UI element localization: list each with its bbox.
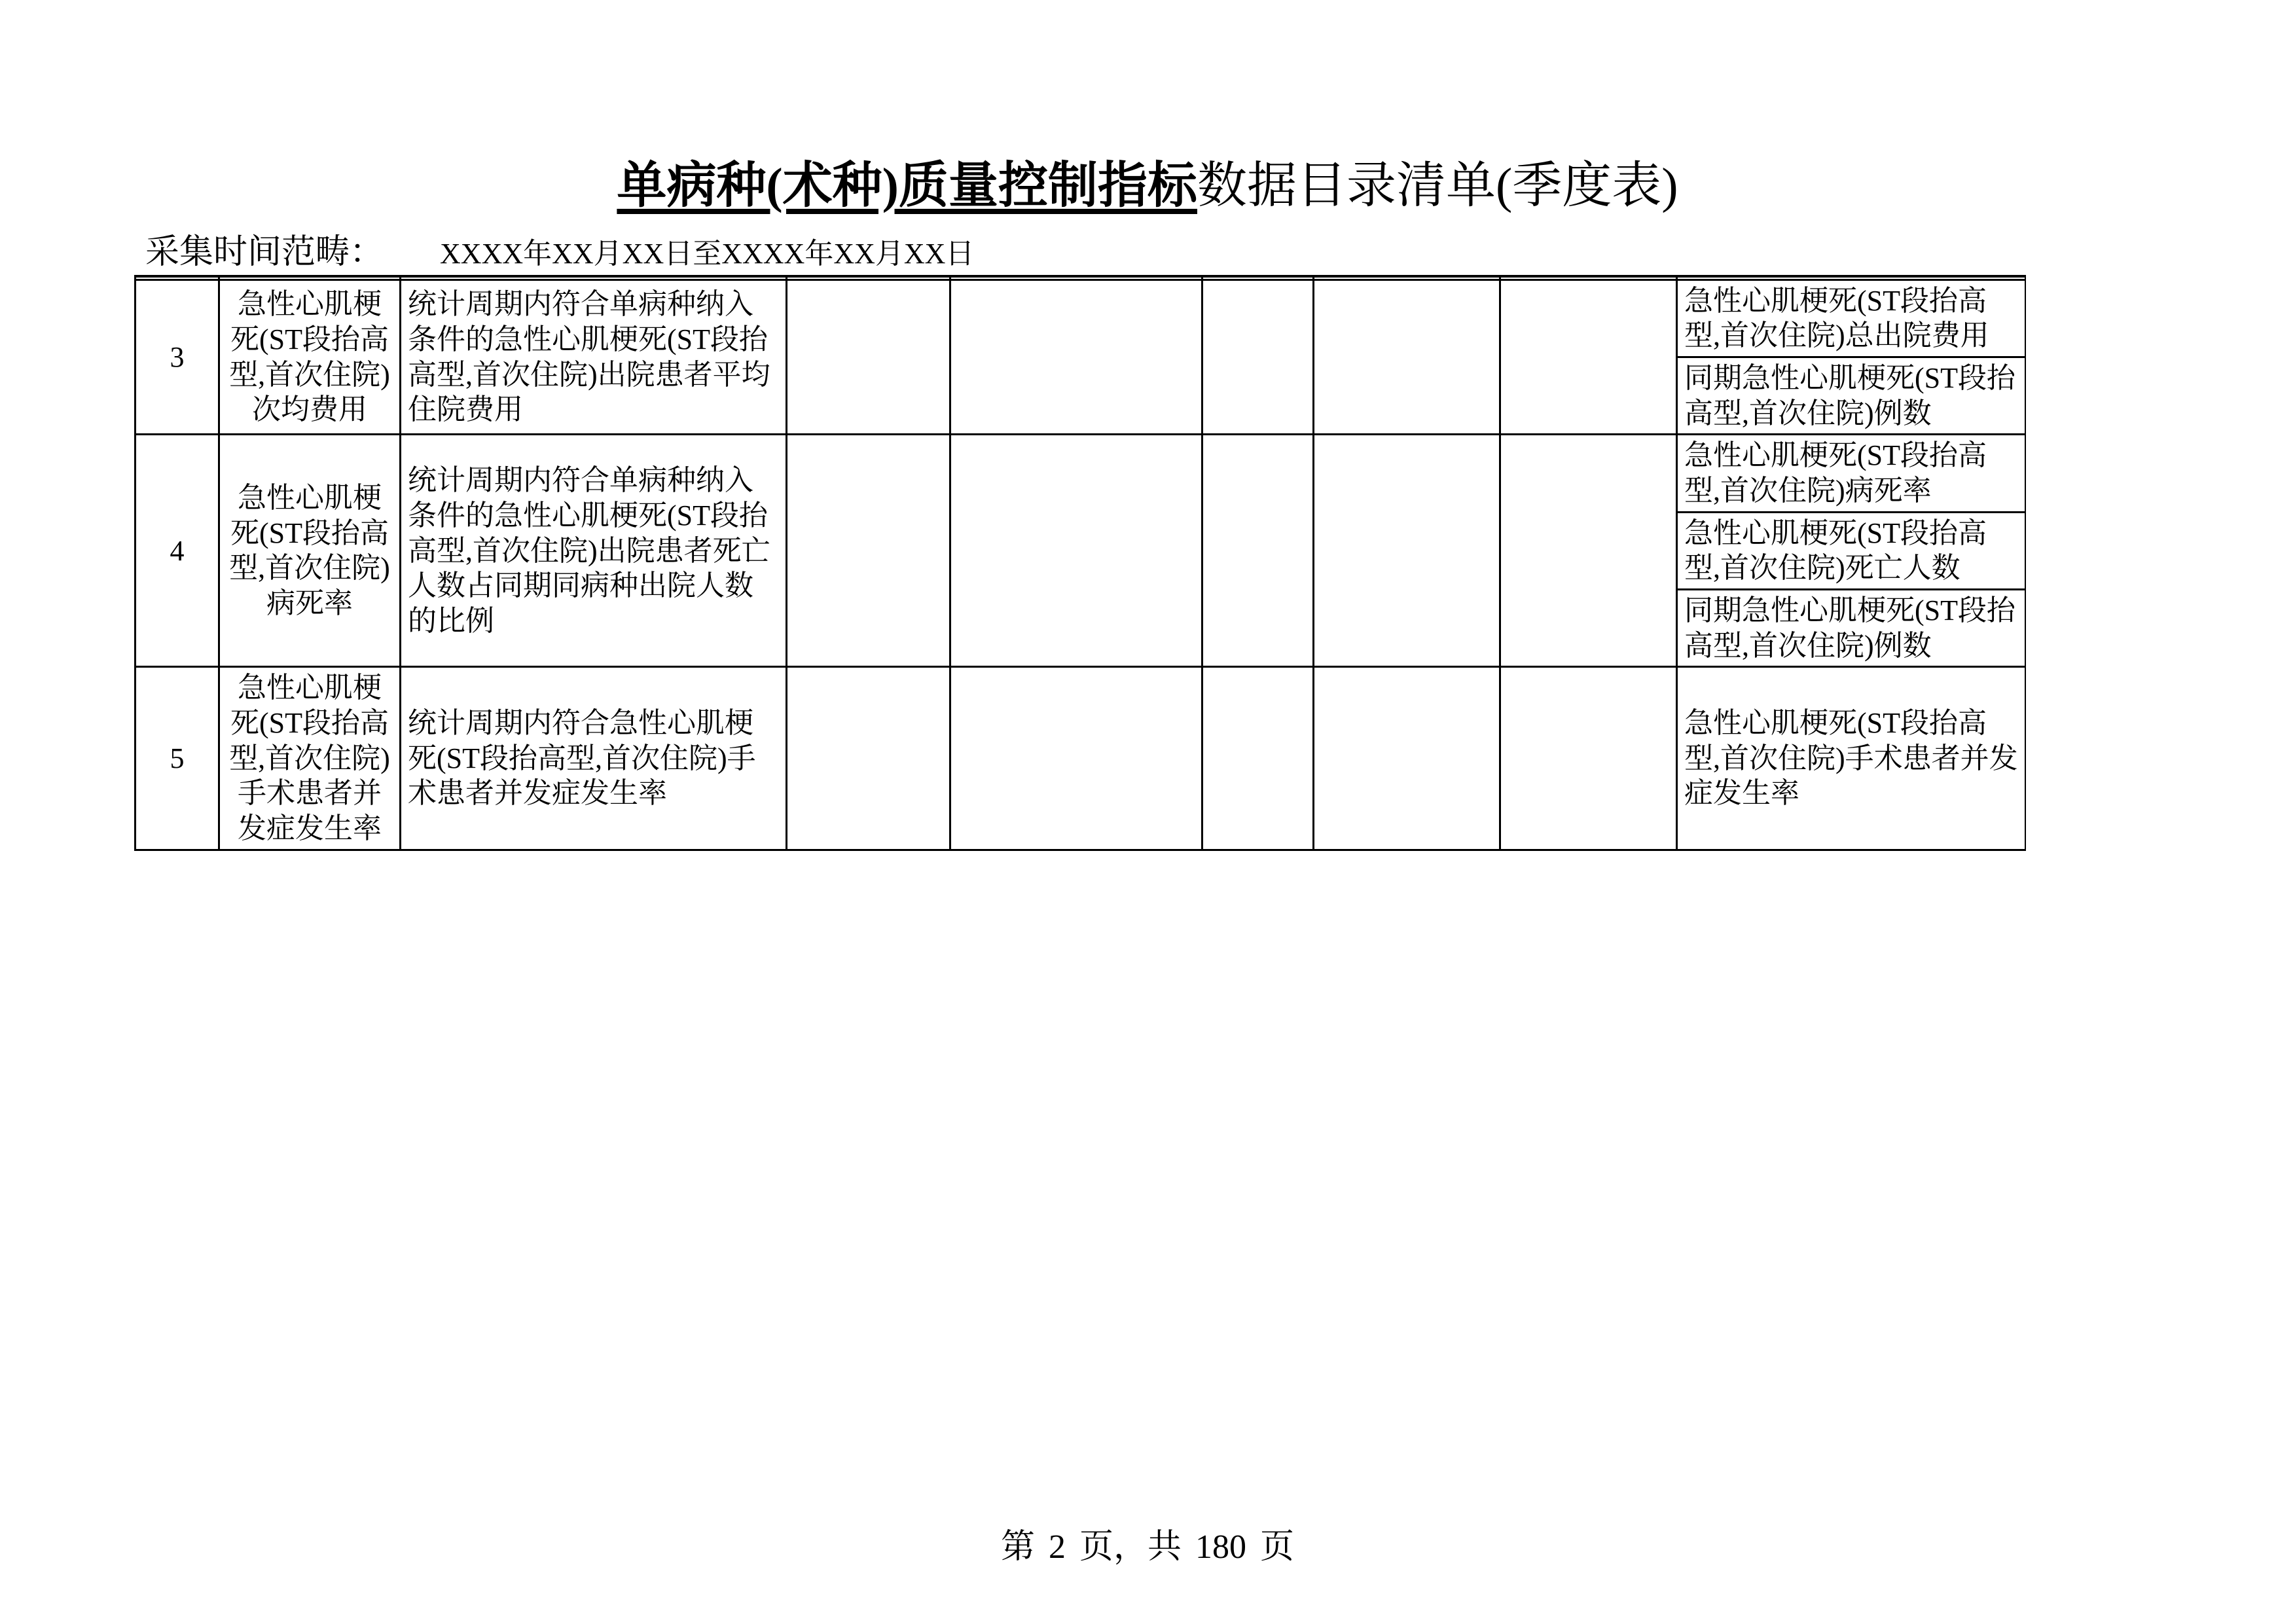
row-data-2 [1202, 280, 1314, 435]
row-data-2 [1202, 435, 1314, 667]
row-seq: 4 [136, 435, 219, 667]
collection-period [145, 224, 1847, 273]
row-data-1 [950, 667, 1202, 850]
row-data-1 [950, 280, 1202, 435]
row-responsible-dept [1314, 667, 1500, 850]
row-collection-method [787, 280, 950, 435]
row-responsible-dept [1314, 435, 1500, 667]
page-title-suffix: 数据目录清单(季度表) [1197, 158, 1678, 213]
row-data-1 [950, 435, 1202, 667]
row-seq: 5 [136, 667, 219, 850]
row-data-source [1500, 280, 1677, 435]
row-data-2 [1202, 667, 1314, 850]
row-definition: 统计周期内符合单病种纳入条件的急性心肌梗死(ST段抬高型,首次住院)出院患者死亡人数占同期同病种出院人数的比例 [401, 435, 787, 667]
footer-page-number: 2 [1048, 1528, 1066, 1566]
footer-suffix: 页 [1260, 1528, 1295, 1566]
row-indicator-name: 急性心肌梗死(ST段抬高型,首次住院)病死率 [219, 435, 401, 667]
table-row [136, 435, 2026, 512]
page-footer [0, 1519, 2295, 1568]
row-collection-method [787, 435, 950, 667]
indicator-table [134, 275, 2026, 851]
footer-prefix: 第 [1000, 1528, 1035, 1566]
row-metric-element: 急性心肌梗死(ST段抬高型,首次住院)总出院费用 [1677, 280, 2026, 357]
collection-period-value: XXXX年XX月XX日至XXXX年XX月XX日 [440, 238, 975, 270]
row-metric-element: 急性心肌梗死(ST段抬高型,首次住院)死亡人数 [1677, 512, 2026, 589]
footer-total-pages: 180 [1195, 1528, 1246, 1566]
indicator-table-container [134, 275, 2026, 1331]
row-data-source [1500, 667, 1677, 850]
table-top-border [134, 275, 2026, 278]
row-definition: 统计周期内符合急性心肌梗死(ST段抬高型,首次住院)手术患者并发症发生率 [401, 667, 787, 850]
row-responsible-dept [1314, 280, 1500, 435]
row-indicator-name: 急性心肌梗死(ST段抬高型,首次住院)次均费用 [219, 280, 401, 435]
row-metric-element: 同期急性心肌梗死(ST段抬高型,首次住院)例数 [1677, 590, 2026, 667]
table-row [136, 280, 2026, 357]
row-metric-element: 同期急性心肌梗死(ST段抬高型,首次住院)例数 [1677, 357, 2026, 435]
row-metric-element: 急性心肌梗死(ST段抬高型,首次住院)病死率 [1677, 435, 2026, 512]
collection-period-label: 采集时间范畴： [145, 234, 384, 271]
row-metric-element: 急性心肌梗死(ST段抬高型,首次住院)手术患者并发症发生率 [1677, 667, 2026, 850]
row-collection-method [787, 667, 950, 850]
table-row [136, 667, 2026, 850]
page-title [0, 145, 2295, 217]
row-indicator-name: 急性心肌梗死(ST段抬高型,首次住院)手术患者并发症发生率 [219, 667, 401, 850]
page-title-emphasis: 单病种(术种)质量控制指标 [617, 158, 1197, 213]
row-data-source [1500, 435, 1677, 667]
footer-middle: 页，共 [1079, 1528, 1182, 1566]
row-definition: 统计周期内符合单病种纳入条件的急性心肌梗死(ST段抬高型,首次住院)出院患者平均住院费用 [401, 280, 787, 435]
row-seq: 3 [136, 280, 219, 435]
